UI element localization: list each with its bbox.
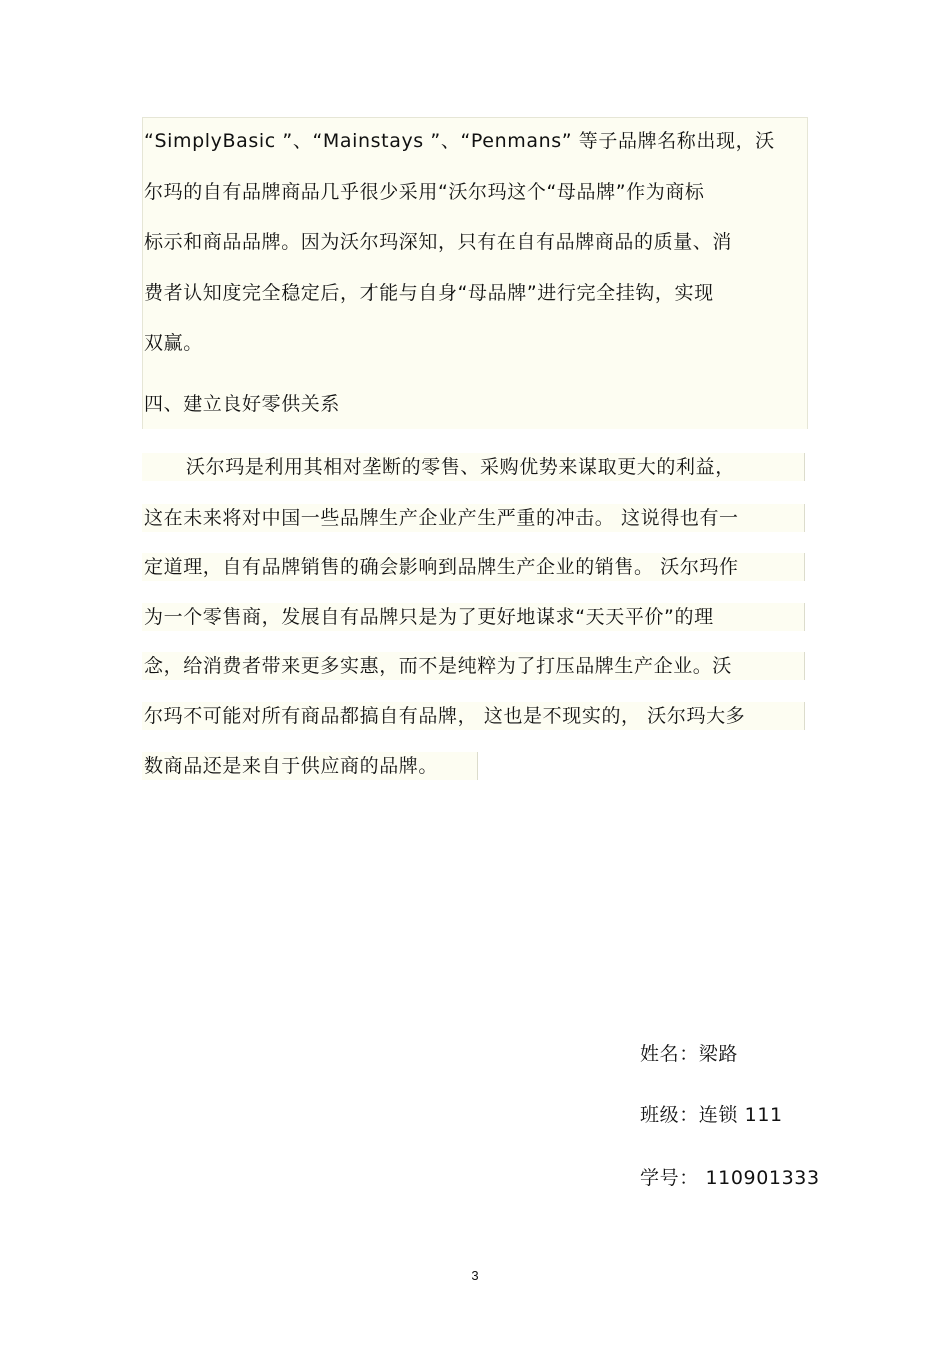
- paragraph-line: 为一个零售商，发展自有品牌只是为了更好地谋求“天天平价”的理: [144, 606, 714, 628]
- paragraph-line: 沃尔玛是利用其相对垄断的零售、采购优势来谋取更大的利益，: [186, 456, 735, 478]
- paragraph-line: 费者认知度完全稳定后，才能与自身“母品牌”进行完全挂钩，实现: [144, 282, 714, 304]
- signature-student-id: 学号： 110901333: [640, 1167, 820, 1189]
- paragraph-line: 尔玛的自有品牌商品几乎很少采用“沃尔玛这个“母品牌”作为商标: [144, 181, 705, 203]
- paragraph-line: 标示和商品品牌。因为沃尔玛深知，只有在自有品牌商品的质量、消: [144, 231, 733, 253]
- paragraph-line: 数商品还是来自于供应商的品牌。: [144, 755, 439, 777]
- page-number: 3: [471, 1268, 479, 1283]
- paragraph-line: 双赢。: [144, 332, 203, 354]
- paragraph-line: 尔玛不可能对所有商品都搞自有品牌， 这也是不现实的， 沃尔玛大多: [144, 705, 746, 727]
- paragraph-line: “SimplyBasic ”、“Mainstays ”、“Penmans” 等子品牌名称出现，沃: [144, 130, 775, 152]
- highlighted-block: [142, 117, 808, 429]
- paragraph-line: 念，给消费者带来更多实惠，而不是纯粹为了打压品牌生产企业。沃: [144, 655, 733, 677]
- paragraph-line: 定道理，自有品牌销售的确会影响到品牌生产企业的销售。 沃尔玛作: [144, 556, 739, 578]
- signature-name: 姓名：梁路: [640, 1043, 739, 1065]
- section-heading: 四、建立良好零供关系: [144, 393, 341, 415]
- signature-class: 班级：连锁 111: [640, 1104, 783, 1126]
- paragraph-line: 这在未来将对中国一些品牌生产企业产生严重的冲击。 这说得也有一: [144, 507, 739, 529]
